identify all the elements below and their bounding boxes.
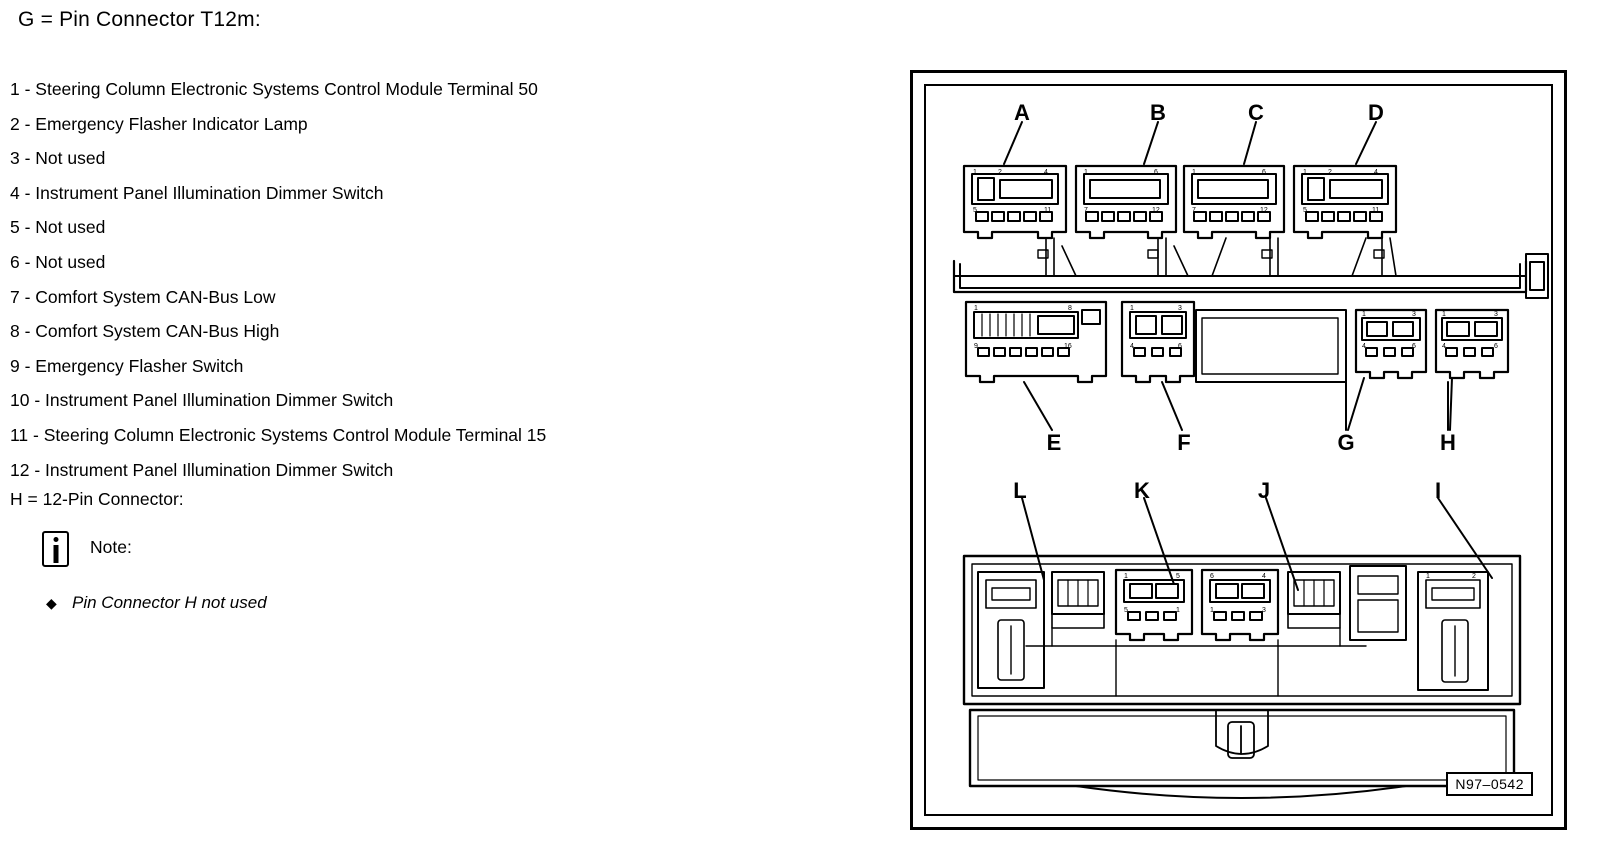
callout-g: G [1337,430,1355,455]
callout-b: B [1150,100,1166,125]
svg-text:6: 6 [1210,573,1214,580]
svg-text:1: 1 [1176,607,1180,614]
list-item: 12 - Instrument Panel Illumination Dimmer Switch [10,459,394,480]
bullet-icon: ◆ [46,595,57,611]
svg-text:1: 1 [1303,169,1307,176]
svg-text:1: 1 [1124,573,1128,580]
list-item: 1 - Steering Column Electronic Systems Control Module Terminal 50 [10,79,538,99]
svg-text:1: 1 [1362,311,1366,318]
info-icon-stem [53,545,58,563]
svg-text:1: 1 [1426,573,1430,580]
note-label: Note: [90,537,132,557]
svg-text:4: 4 [1262,573,1266,580]
list-item: 6 - Not used [10,251,106,272]
svg-text:7: 7 [1192,207,1196,214]
svg-text:3: 3 [1494,311,1498,318]
callout-i: I [1434,478,1442,503]
info-icon [42,531,69,567]
svg-text:6: 6 [1262,169,1266,176]
svg-text:1: 1 [1084,169,1088,176]
svg-text:1: 1 [1442,311,1446,318]
svg-text:4: 4 [1130,343,1134,350]
list-item: 3 - Not used [10,148,106,169]
svg-text:1: 1 [1210,607,1214,614]
svg-text:11: 11 [1372,207,1380,214]
svg-text:1: 1 [1130,305,1134,312]
svg-text:4: 4 [1044,169,1048,176]
list-item: 4 - Instrument Panel Illumination Dimmer Switch [10,182,384,203]
svg-text:1: 1 [1192,169,1196,176]
note-text: Pin Connector H not used [72,593,267,612]
svg-text:8: 8 [1068,305,1072,312]
svg-text:2: 2 [1472,573,1476,580]
svg-text:12: 12 [1152,207,1160,214]
connector-diagram [926,86,1557,820]
callout-l: L [1013,478,1027,503]
list-item: 7 - Comfort System CAN-Bus Low [10,286,276,307]
svg-text:3: 3 [1178,305,1182,312]
svg-text:11: 11 [1044,207,1052,214]
callout-c: C [1248,100,1264,125]
svg-text:6: 6 [1178,343,1182,350]
svg-text:5: 5 [973,207,977,214]
svg-text:12: 12 [1260,207,1268,214]
svg-text:9: 9 [974,343,978,350]
svg-text:2: 2 [998,169,1002,176]
callout-d: D [1368,100,1384,125]
list-item: 10 - Instrument Panel Illumination Dimmer Switch [10,390,394,411]
callout-e: E [1046,430,1062,455]
svg-text:3: 3 [1412,311,1416,318]
callout-h: H [1440,430,1456,455]
svg-text:6: 6 [1412,343,1416,350]
svg-text:6: 6 [1154,169,1158,176]
svg-text:4: 4 [1362,343,1366,350]
svg-text:4: 4 [1442,343,1446,350]
callout-f: F [1177,430,1191,455]
figure-border [924,84,1553,816]
svg-text:6: 6 [1494,343,1498,350]
list-item: 2 - Emergency Flasher Indicator Lamp [10,113,308,134]
svg-text:3: 3 [1262,607,1266,614]
callout-j: J [1257,478,1271,503]
list-item: 11 - Steering Column Electronic Systems Control Module Terminal 15 [10,424,547,445]
svg-text:1: 1 [974,305,978,312]
text-column [8,0,888,868]
page-title: G = Pin Connector T12m: [18,8,261,31]
svg-text:7: 7 [1084,207,1088,214]
list-item: 5 - Not used [10,217,106,238]
figure-reference-code: N97–0542 [1446,772,1533,796]
list-item: 8 - Comfort System CAN-Bus High [10,321,280,342]
connector-h-heading: H = 12-Pin Connector: [10,489,184,509]
svg-text:4: 4 [1374,169,1378,176]
info-icon-dot [53,537,58,542]
callout-k: K [1134,478,1150,503]
svg-text:1: 1 [973,169,977,176]
svg-text:2: 2 [1328,169,1332,176]
svg-text:5: 5 [1124,607,1128,614]
svg-text:5: 5 [1176,573,1180,580]
figure-panel [910,70,1567,830]
list-item: 9 - Emergency Flasher Switch [10,355,244,376]
svg-text:5: 5 [1303,207,1307,214]
pin-assignment-list [10,72,870,487]
callout-a: A [1014,100,1030,125]
svg-text:16: 16 [1064,343,1072,350]
